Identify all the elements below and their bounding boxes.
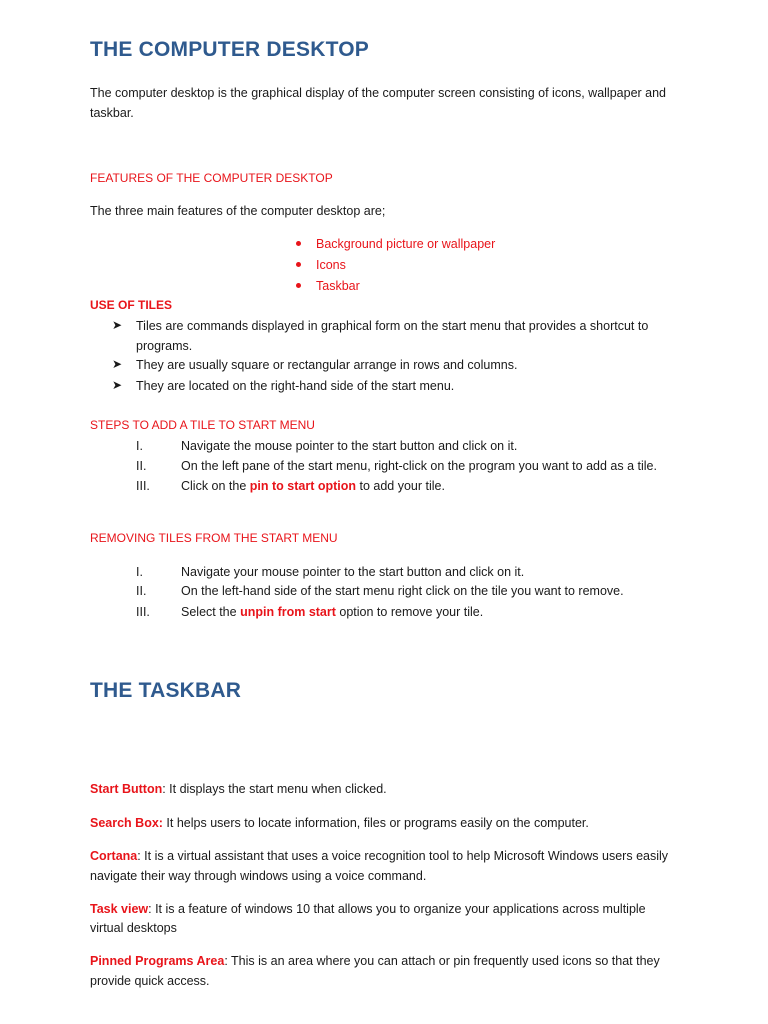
add-step-item — [136, 456, 696, 476]
tile-list-item — [112, 316, 672, 356]
feature-label: Icons — [316, 258, 346, 272]
taskbar-item-task-view-line2: virtual desktops — [90, 921, 177, 935]
step-number: III. — [136, 479, 150, 493]
heading-add-tile: STEPS TO ADD A TILE TO START MENU — [90, 418, 315, 432]
feature-bullet-item — [296, 234, 556, 254]
arrow-bullet-icon: ➤ — [112, 378, 123, 392]
tile-text-line1: Tiles are commands displayed in graphical form on the start menu that provides a shortcut to — [136, 319, 649, 333]
intro-paragraph-line1: The computer desktop is the graphical display of the computer screen consisting of icons, wallpaper and — [90, 86, 667, 100]
taskbar-item-cortana: Cortana: It is a virtual assistant that uses a voice recognition tool to help Microsoft Windows users easily — [90, 849, 669, 863]
title-computer-desktop: THE COMPUTER DESKTOP — [90, 38, 369, 61]
intro-paragraph-line2: taskbar. — [90, 106, 134, 120]
step-text: Navigate your mouse pointer to the start button and click on it. — [181, 565, 525, 579]
step-number: III. — [136, 605, 150, 619]
heading-features: FEATURES OF THE COMPUTER DESKTOP — [90, 171, 333, 185]
feature-bullet-item — [296, 255, 556, 275]
step-text: On the left pane of the start menu, right-click on the program you want to add as a tile. — [181, 459, 657, 473]
tile-text-line1: They are usually square or rectangular arrange in rows and columns. — [136, 358, 518, 372]
term-label: Task view — [90, 902, 149, 916]
step-number: I. — [136, 565, 143, 579]
term-label: Pinned Programs Area — [90, 954, 225, 968]
add-step-item — [136, 436, 696, 456]
heading-use-of-tiles: USE OF TILES — [90, 298, 173, 312]
remove-step-item — [136, 581, 696, 601]
add-step-item — [136, 476, 696, 496]
features-intro: The three main features of the computer desktop are; — [90, 204, 386, 218]
highlight-unpin-from-start: unpin from start — [240, 605, 336, 619]
arrow-bullet-icon: ➤ — [112, 318, 123, 332]
title-taskbar: THE TASKBAR — [90, 679, 242, 702]
bullet-icon — [296, 262, 301, 267]
tile-list-item — [112, 376, 672, 396]
step-number: II. — [136, 459, 147, 473]
feature-label: Background picture or wallpaper — [316, 237, 496, 251]
taskbar-item-search-box: Search Box: It helps users to locate information, files or programs easily on the computer. — [90, 816, 589, 830]
term-label: Search Box: — [90, 816, 163, 830]
feature-label: Taskbar — [316, 279, 360, 293]
step-text: Navigate the mouse pointer to the start button and click on it. — [181, 439, 518, 453]
highlight-pin-to-start: pin to start option — [249, 479, 357, 493]
term-label: Cortana — [90, 849, 138, 863]
taskbar-item-pinned-programs: Pinned Programs Area: This is an area where you can attach or pin frequently used icons so that they — [90, 954, 660, 968]
tile-text-line1: They are located on the right-hand side of the start menu. — [136, 379, 455, 393]
term-label: Start Button — [90, 782, 163, 796]
step-text: Select the unpin from start option to remove your tile. — [181, 605, 484, 619]
tile-list-item — [112, 355, 672, 375]
taskbar-item-pinned-programs-line2: provide quick access. — [90, 974, 210, 988]
taskbar-item-task-view: Task view: It is a feature of windows 10 that allows you to organize your applications across multiple — [90, 902, 646, 916]
heading-removing-tiles: REMOVING TILES FROM THE START MENU — [90, 531, 338, 545]
taskbar-item-start-button: Start Button: It displays the start menu when clicked. — [90, 782, 387, 796]
step-number: I. — [136, 439, 143, 453]
step-text: Click on the pin to start option to add your tile. — [181, 479, 445, 493]
bullet-icon — [296, 241, 301, 246]
arrow-bullet-icon: ➤ — [112, 357, 123, 371]
taskbar-item-cortana-line2: navigate their way through windows using a voice command. — [90, 869, 427, 883]
tile-text-line2: programs. — [136, 339, 193, 353]
step-number: II. — [136, 584, 147, 598]
step-text: On the left-hand side of the start menu right click on the tile you want to remove. — [181, 584, 624, 598]
feature-bullet-item — [296, 276, 556, 296]
bullet-icon — [296, 283, 301, 288]
remove-step-item — [136, 602, 696, 622]
remove-step-item — [136, 562, 696, 582]
